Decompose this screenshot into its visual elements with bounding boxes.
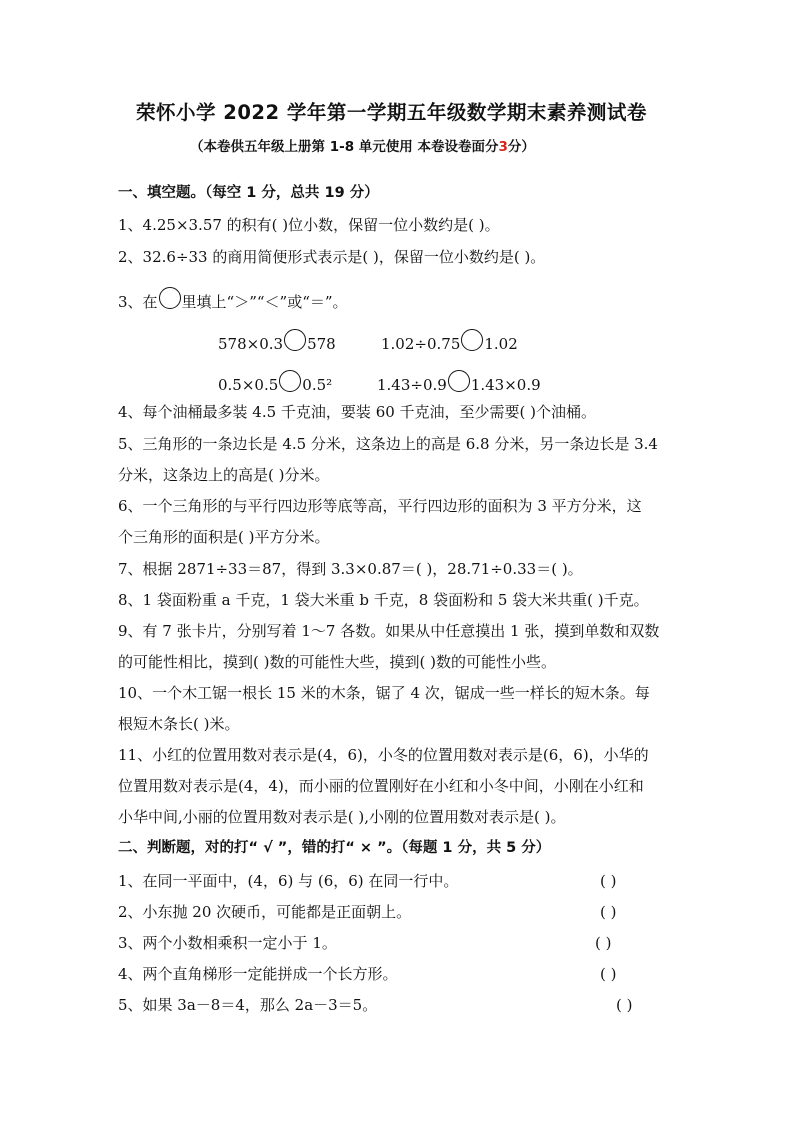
question-5-line2: 分米，这条边上的高是( )分米。 <box>118 466 330 484</box>
judge-item-4: 4、两个直角梯形一定能拼成一个长方形。 <box>118 965 398 983</box>
q3-text-post: 里填上“＞”“＜”或“＝”。 <box>181 293 348 311</box>
section2-heading: 二、判断题，对的打“ √ ”，错的打“ × ”。（每题 1 分，共 5 分） <box>118 840 551 856</box>
question-1: 1、4.25×3.57 的积有( )位小数，保留一位小数约是( )。 <box>118 216 500 234</box>
exam-title: 荣怀小学 2022 学年第一学期五年级数学期末素养测试卷 <box>136 101 647 124</box>
question-11-line3: 小华中间,小丽的位置用数对表示是( ),小刚的位置用数对表示是( )。 <box>118 808 566 826</box>
question-6-line2: 个三角形的面积是( )平方分米。 <box>118 528 330 546</box>
question-8: 8、1 袋面粉重 a 千克，1 袋大米重 b 千克，8 袋面粉和 5 袋大米共重( )千克。 <box>118 591 649 609</box>
question-9-line2: 的可能性相比，摸到( )数的可能性大些，摸到( )数的可能性小些。 <box>118 653 556 671</box>
judge-item-5: 5、如果 3a－8＝4，那么 2a－3＝5。 <box>118 996 378 1014</box>
q3-text-pre: 3、在 <box>118 293 158 311</box>
circle-blank-icon[interactable] <box>284 329 306 351</box>
question-3 <box>118 287 348 312</box>
judge-item-2: 2、小东抛 20 次硬币，可能都是正面朝上。 <box>118 903 412 921</box>
q3-left: 0.5×0.5 <box>218 376 279 394</box>
judge-answer-1[interactable]: ( ) <box>600 872 617 890</box>
exam-subtitle <box>190 137 535 157</box>
circle-blank-icon <box>159 287 181 309</box>
judge-item-3: 3、两个小数相乘积一定小于 1。 <box>118 934 337 952</box>
question-9-line1: 9、有 7 张卡片，分别写着 1～7 各数。如果从中任意摸出 1 张，摸到单数和双数 <box>118 622 660 640</box>
judge-answer-3[interactable]: ( ) <box>595 934 612 952</box>
judge-answer-4[interactable]: ( ) <box>600 965 617 983</box>
q3-compare-item <box>381 329 518 354</box>
question-4: 4、每个油桶最多装 4.5 千克油，要装 60 千克油，至少需要( )个油桶。 <box>118 403 597 421</box>
q3-left: 578×0.3 <box>218 335 284 353</box>
question-11-line1: 11、小红的位置用数对表示是(4，6)，小冬的位置用数对表示是(6，6)，小华的 <box>118 746 649 764</box>
q3-left: 1.02÷0.75 <box>381 335 461 353</box>
circle-blank-icon[interactable] <box>448 370 470 392</box>
subtitle-text: （本卷供五年级上册第 1-8 单元使用 本卷设卷面分 <box>190 139 499 155</box>
question-11-line2: 位置用数对表示是(4，4)，而小丽的位置刚好在小红和小冬中间，小刚在小红和 <box>118 777 644 795</box>
q3-right: 578 <box>307 335 336 353</box>
question-6-line1: 6、一个三角形的与平行四边形等底等高，平行四边形的面积为 3 平方分米，这 <box>118 497 642 515</box>
judge-item-1: 1、在同一平面中，(4，6) 与 (6，6) 在同一行中。 <box>118 872 459 890</box>
q3-right: 1.02 <box>484 335 518 353</box>
q3-compare-item <box>218 329 336 354</box>
q3-compare-item <box>218 370 332 395</box>
question-2: 2、32.6÷33 的商用简便形式表示是( )，保留一位小数约是( )。 <box>118 248 546 266</box>
question-10-line1: 10、一个木工锯一根长 15 米的木条，锯了 4 次，锯成一些一样长的短木条。每 <box>118 684 650 702</box>
subtitle-score: 3 <box>498 139 508 155</box>
subtitle-end: 分） <box>507 139 535 155</box>
question-5-line1: 5、三角形的一条边长是 4.5 分米，这条边上的高是 6.8 分米，另一条边长是 3.4 <box>118 435 658 453</box>
question-10-line2: 根短木条长( )米。 <box>118 715 240 733</box>
circle-blank-icon[interactable] <box>461 329 483 351</box>
section1-heading: 一、填空题。（每空 1 分，总共 19 分） <box>118 185 379 201</box>
question-7: 7、根据 2871÷33＝87，得到 3.3×0.87＝( )，28.71÷0.33＝( )。 <box>118 560 583 578</box>
q3-compare-item <box>377 370 541 395</box>
q3-right: 0.5² <box>302 376 333 394</box>
circle-blank-icon[interactable] <box>279 370 301 392</box>
q3-left: 1.43÷0.9 <box>377 376 447 394</box>
q3-right: 1.43×0.9 <box>470 376 541 394</box>
judge-answer-5[interactable]: ( ) <box>616 996 633 1014</box>
judge-answer-2[interactable]: ( ) <box>600 903 617 921</box>
